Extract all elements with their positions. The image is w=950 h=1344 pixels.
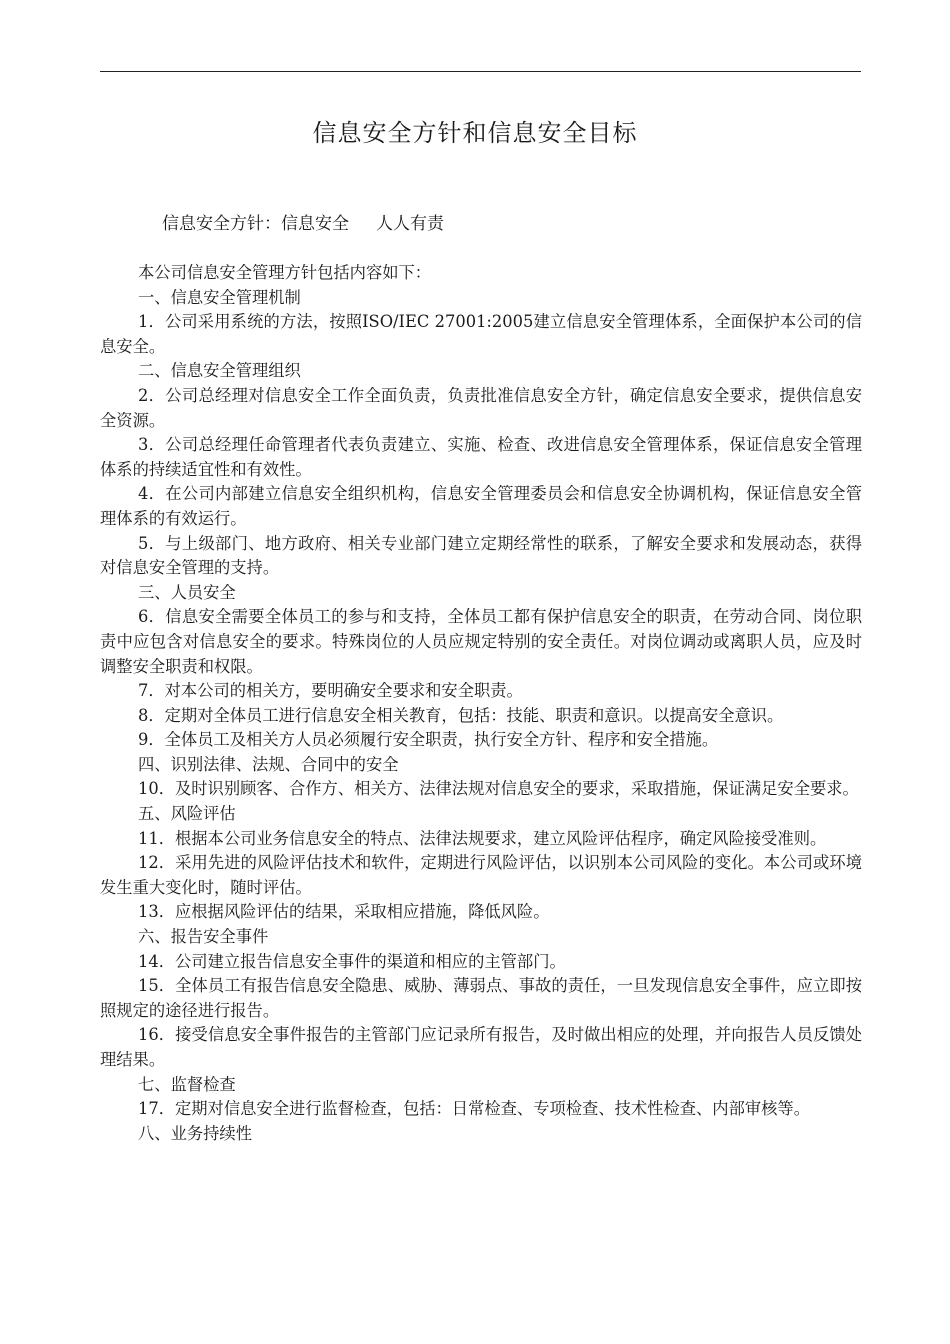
policy-item: 16．接受信息安全事件报告的主管部门应记录所有报告，及时做出相应的处理，并向报告人员反馈处理结果。 [100,1025,862,1069]
policy-item: 14．公司建立报告信息安全事件的渠道和相应的主管部门。 [138,951,566,971]
policy-item: 3．公司总经理任命管理者代表负责建立、实施、检查、改进信息安全管理体系，保证信息安全管理体系的持续适宜性和有效性。 [100,435,862,479]
policy-item: 10．及时识别顾客、合作方、相关方、法律法规对信息安全的要求，采取措施，保证满足安全要求。 [138,779,859,799]
policy-item: 8．定期对全体员工进行信息安全相关教育，包括：技能、职责和意识。以提高安全意识。 [138,705,784,725]
section-heading: 五、风险评估 [138,804,236,824]
policy-item: 17．定期对信息安全进行监督检查，包括：日常检查、专项检查、技术性检查、内部审核等。 [138,1099,810,1119]
policy-motto: 信息安全方针：信息安全 人人有责 [162,214,445,234]
policy-body [100,261,862,1146]
intro-paragraph: 本公司信息安全管理方针包括内容如下： [138,263,432,282]
section-heading: 八、业务持续性 [138,1123,252,1143]
page-title: 信息安全方针和信息安全目标 [312,119,638,147]
section-heading: 一、信息安全管理机制 [138,287,301,307]
section-heading: 六、报告安全事件 [138,927,269,947]
header-rule [100,71,861,72]
section-heading: 四、识别法律、法规、合同中的安全 [138,754,399,774]
policy-item: 11．根据本公司业务信息安全的特点、法律法规要求，建立风险评估程序，确定风险接受准则。 [138,828,827,848]
policy-item: 4．在公司内部建立信息安全组织机构，信息安全管理委员会和信息安全协调机构，保证信息安全管理体系的有效运行。 [100,484,862,528]
policy-item: 12．采用先进的风险评估技术和软件，定期进行风险评估，以识别本公司风险的变化。本公司或环境发生重大变化时，随时评估。 [100,853,862,897]
section-heading: 三、人员安全 [138,582,236,602]
policy-item: 5．与上级部门、地方政府、相关专业部门建立定期经常性的联系，了解安全要求和发展动态，获得对信息安全管理的支持。 [100,533,862,578]
policy-item: 9．全体员工及相关方人员必须履行安全职责，执行安全方针、程序和安全措施。 [138,730,719,750]
policy-item: 6．信息安全需要全体员工的参与和支持，全体员工都有保护信息安全的职责，在劳动合同、岗位职责中应包含对信息安全的要求。特殊岗位的人员应规定特别的安全责任。对岗位调动或离职人员，应及时调整安全职责和权限。 [100,607,862,676]
policy-item: 13．应根据风险评估的结果，采取相应措施，降低风险。 [138,902,550,922]
policy-item: 2．公司总经理对信息安全工作全面负责，负责批准信息安全方针，确定信息安全要求，提供信息安全资源。 [100,385,862,430]
section-heading: 七、监督检查 [138,1074,236,1094]
policy-item: 1．公司采用系统的方法，按照ISO/IEC 27001:2005建立信息安全管理体系，全面保护本公司的信息安全。 [100,312,862,356]
policy-item: 7．对本公司的相关方，要明确安全要求和安全职责。 [138,681,523,701]
policy-item: 15．全体员工有报告信息安全隐患、威胁、薄弱点、事故的责任，一旦发现信息安全事件，应立即按照规定的途径进行报告。 [100,976,862,1020]
section-heading: 二、信息安全管理组织 [138,361,301,381]
